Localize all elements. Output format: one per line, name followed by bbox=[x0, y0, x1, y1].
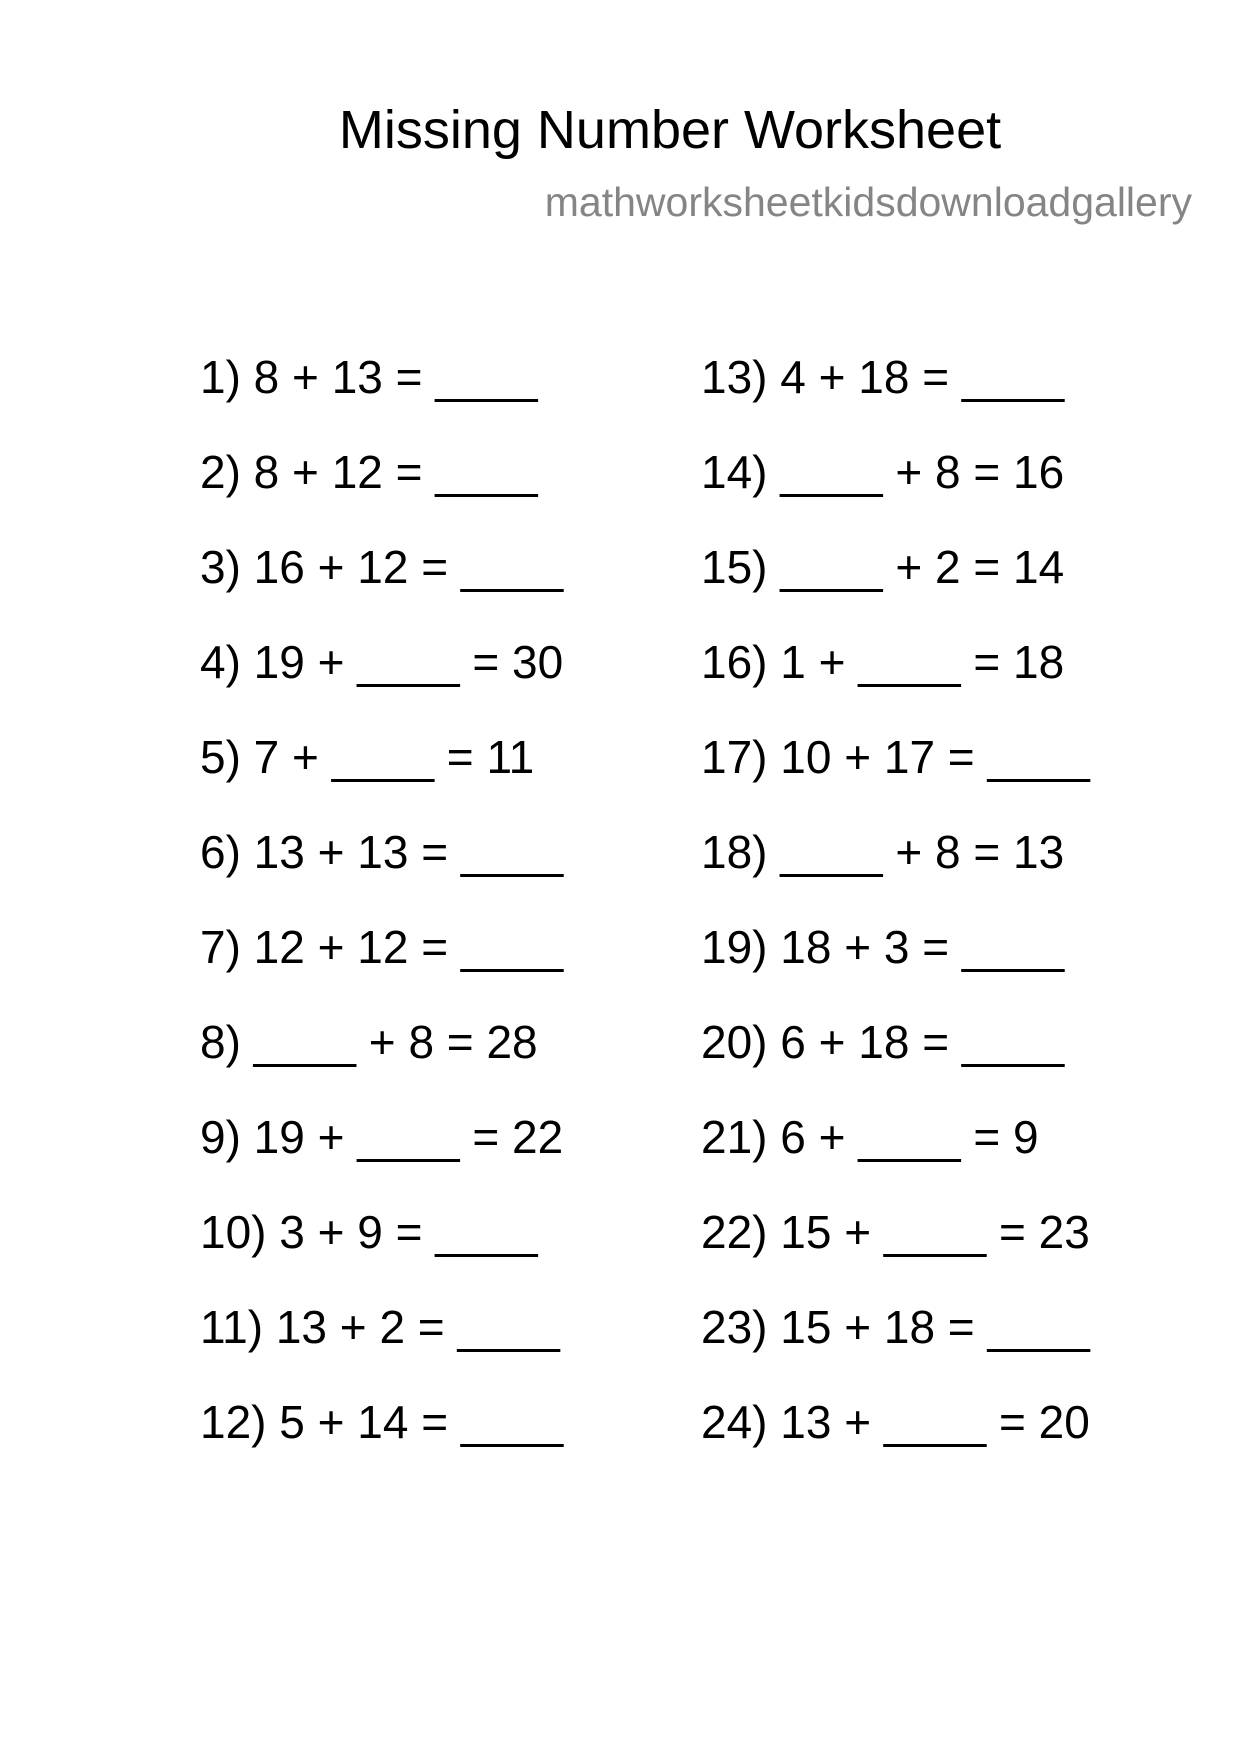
problem-9: 9) 19 + ____ = 22 bbox=[200, 1111, 564, 1163]
problem-18: 18) ____ + 8 = 13 bbox=[701, 826, 1065, 878]
problem-6: 6) 13 + 13 = ____ bbox=[200, 826, 564, 878]
problem-12: 12) 5 + 14 = ____ bbox=[200, 1396, 564, 1448]
problem-3: 3) 16 + 12 = ____ bbox=[200, 541, 564, 593]
problem-5: 5) 7 + ____ = 11 bbox=[200, 731, 535, 783]
problem-2: 2) 8 + 12 = ____ bbox=[200, 446, 538, 498]
problem-16: 16) 1 + ____ = 18 bbox=[701, 636, 1065, 688]
problem-22: 22) 15 + ____ = 23 bbox=[701, 1206, 1090, 1258]
worksheet-title: Missing Number Worksheet bbox=[338, 100, 1002, 160]
problem-14: 14) ____ + 8 = 16 bbox=[701, 446, 1065, 498]
problem-19: 19) 18 + 3 = ____ bbox=[701, 921, 1065, 973]
problem-7: 7) 12 + 12 = ____ bbox=[200, 921, 564, 973]
problem-8: 8) ____ + 8 = 28 bbox=[200, 1016, 538, 1068]
problem-4: 4) 19 + ____ = 30 bbox=[200, 636, 564, 688]
problem-17: 17) 10 + 17 = ____ bbox=[701, 731, 1090, 783]
problem-13: 13) 4 + 18 = ____ bbox=[701, 351, 1065, 403]
problems-column-left bbox=[200, 350, 563, 1490]
problem-1: 1) 8 + 13 = ____ bbox=[200, 351, 538, 403]
problem-10: 10) 3 + 9 = ____ bbox=[200, 1206, 538, 1258]
problem-24: 24) 13 + ____ = 20 bbox=[701, 1396, 1090, 1448]
problem-20: 20) 6 + 18 = ____ bbox=[701, 1016, 1065, 1068]
problems-column-right bbox=[701, 350, 1090, 1490]
problem-11: 11) 13 + 2 = ____ bbox=[200, 1301, 560, 1353]
problem-21: 21) 6 + ____ = 9 bbox=[701, 1111, 1039, 1163]
problem-23: 23) 15 + 18 = ____ bbox=[701, 1301, 1090, 1353]
worksheet-source-subtitle: mathworksheetkidsdownloadgallery bbox=[544, 179, 1192, 225]
problem-15: 15) ____ + 2 = 14 bbox=[701, 541, 1065, 593]
